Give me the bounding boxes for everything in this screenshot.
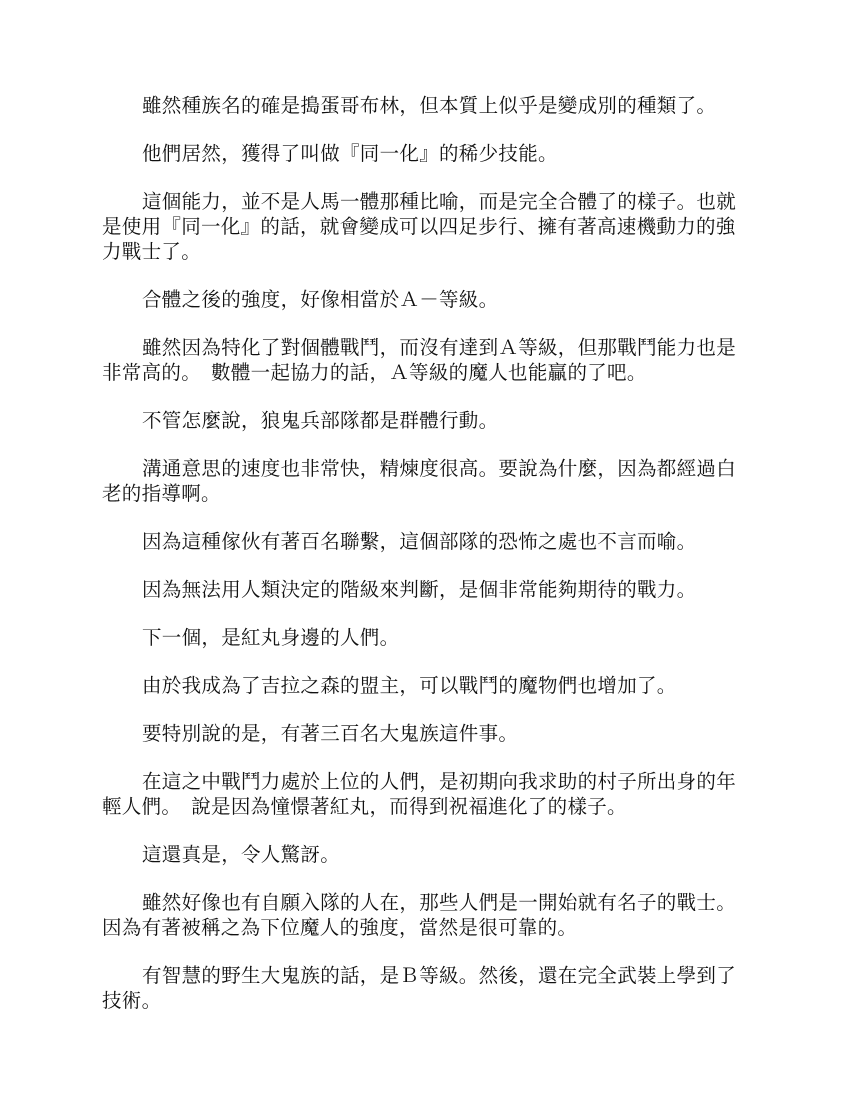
paragraph: 合體之後的強度，好像相當於Ａ－等級。: [142, 288, 499, 311]
paragraph: 這個能力，並不是人馬一體那種比喻，而是完全合體了的樣子。也就是使用『同一化』的話，就會變成可以四足步行、擁有著高速機動力的強力戰士了。: [102, 190, 737, 263]
paragraph: 他們居然，獲得了叫做『同一化』的稀少技能。: [142, 142, 558, 165]
paragraph: 因為這種傢伙有著百名聯繫，這個部隊的恐怖之處也不言而喻。: [142, 530, 697, 553]
paragraph: 有智慧的野生大鬼族的話，是Ｂ等級。然後，還在完全武裝上學到了技術。: [102, 964, 737, 1012]
paragraph: 因為無法用人類決定的階級來判斷，是個非常能夠期待的戰力。: [142, 578, 697, 601]
paragraph: 雖然好像也有自願入隊的人在，那些人們是一開始就有名子的戰士。因為有著被稱之為下位魔人的強度，當然是很可靠的。: [102, 891, 737, 939]
paragraph: 由於我成為了吉拉之森的盟主，可以戰鬥的魔物們也增加了。: [142, 674, 677, 697]
paragraph: 在這之中戰鬥力處於上位的人們，是初期向我求助的村子所出身的年輕人們。 說是因為憧憬著紅丸，而得到祝福進化了的樣子。: [102, 770, 737, 818]
paragraph: 這還真是，令人驚訝。: [142, 843, 341, 866]
paragraph: 雖然因為特化了對個體戰鬥，而沒有達到Ａ等級，但那戰鬥能力也是非常高的。 數體一起協力的話，Ａ等級的魔人也能贏的了吧。: [102, 336, 737, 384]
document-page: [102, 93, 748, 1036]
paragraph: 溝通意思的速度也非常快，精煉度很高。要說為什麼，因為都經過白老的指導啊。: [102, 457, 737, 505]
paragraph: 雖然種族名的確是搗蛋哥布林，但本質上似乎是變成別的種類了。: [142, 94, 717, 117]
paragraph: 不管怎麼說，狼鬼兵部隊都是群體行動。: [142, 409, 499, 432]
paragraph: 下一個，是紅丸身邊的人們。: [142, 626, 400, 649]
paragraph: 要特別說的是，有著三百名大鬼族這件事。: [142, 722, 519, 745]
